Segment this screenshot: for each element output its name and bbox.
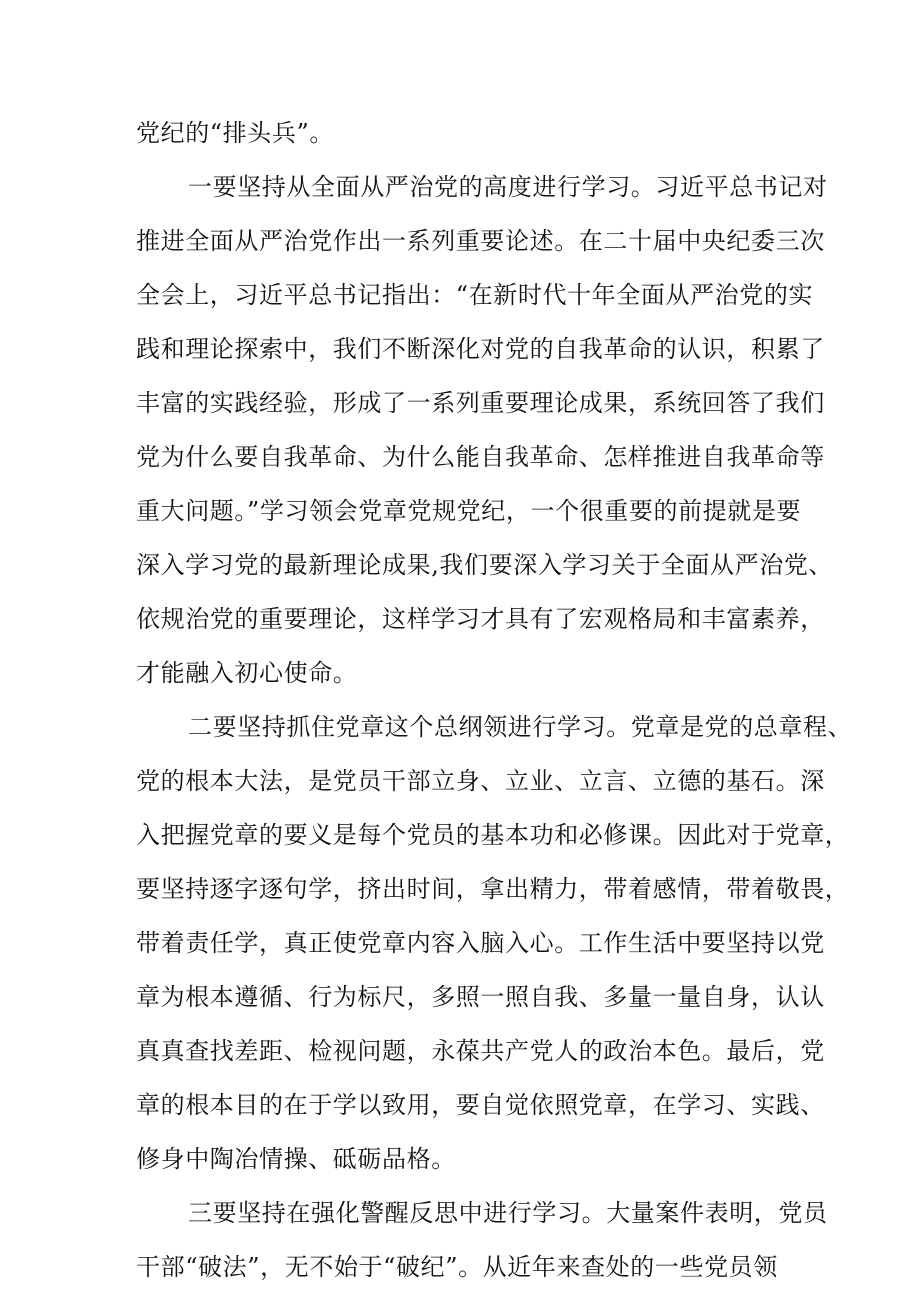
paragraph-2-line-5: 带着责任学，真正使党章内容入脑入心。工作生活中要坚持以党 (136, 929, 825, 957)
paragraph-1-line-3: 全会上，习近平总书记指出：“在新时代十年全面从严治党的实 (136, 281, 814, 309)
paragraph-2-line-7: 真真查找差距、检视问题，永葆共产党人的政治本色。最后，党 (136, 1037, 825, 1065)
paragraph-2-line-1: 二要坚持抓住党章这个总纲领进行学习。党章是党的总章程、 (188, 713, 853, 741)
paragraph-2-line-6: 章为根本遵循、行为标尺，多照一照自我、多量一量自身，认认 (136, 983, 825, 1011)
paragraph-1-line-6: 党为什么要自我革命、为什么能自我革命、怎样推进自我革命等 (136, 443, 825, 471)
paragraph-1-line-7: 重大问题。”学习领会党章党规党纪，一个很重要的前提就是要 (136, 497, 802, 525)
paragraph-1-line-9: 依规治党的重要理论，这样学习才具有了宏观格局和丰富素养， (136, 605, 825, 633)
paragraph-2-line-3: 入把握党章的要义是每个党员的基本功和必修课。因此对于党章， (136, 821, 850, 849)
paragraph-1-line-4: 践和理论探索中，我们不断深化对党的自我革命的认识，积累了 (136, 335, 825, 363)
paragraph-1-line-5: 丰富的实践经验，形成了一系列重要理论成果，系统回答了我们 (136, 389, 825, 417)
paragraph-1-line-1: 一要坚持从全面从严治党的高度进行学习。习近平总书记对 (188, 173, 828, 201)
paragraph-2-line-4: 要坚持逐字逐句学，挤出时间，拿出精力，带着感情，带着敬畏， (136, 875, 850, 903)
paragraph-1-line-2: 推进全面从严治党作出一系列重要论述。在二十届中央纪委三次 (136, 227, 825, 255)
paragraph-1-line-10: 才能融入初心使命。 (136, 659, 358, 687)
paragraph-3-line-2: 干部“破法”，无不始于“破纪”。从近年来查处的一些党员领 (136, 1253, 778, 1281)
paragraph-1-line-8: 深入学习党的最新理论成果,我们要深入学习关于全面从严治党、 (136, 551, 834, 579)
paragraph-2-line-9: 修身中陶冶情操、砥砺品格。 (136, 1145, 456, 1173)
paragraph-2-line-2: 党的根本大法，是党员干部立身、立业、立言、立德的基石。深 (136, 767, 825, 795)
text-line-1: 党纪的“排头兵”。 (136, 119, 334, 147)
document-body (136, 106, 853, 1294)
paragraph-2-line-8: 章的根本目的在于学以致用，要自觉依照党章，在学习、实践、 (136, 1091, 825, 1119)
paragraph-3-line-1: 三要坚持在强化警醒反思中进行学习。大量案件表明，党员 (188, 1199, 828, 1227)
